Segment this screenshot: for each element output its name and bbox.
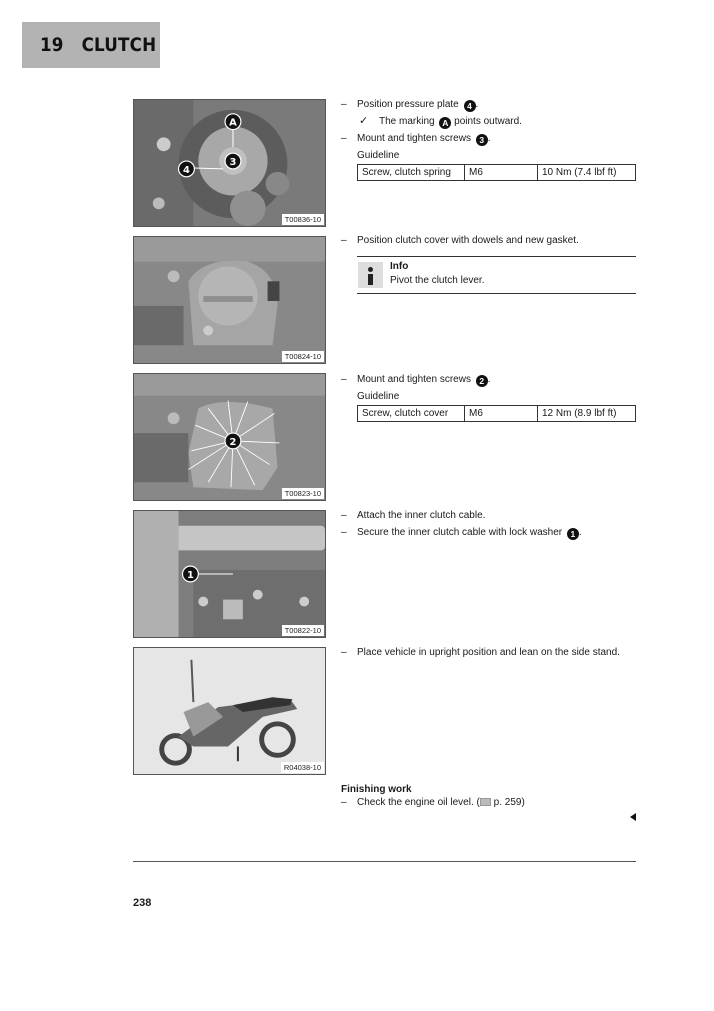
chapter-header bbox=[22, 22, 160, 68]
book-reference-icon bbox=[480, 798, 491, 806]
page-reference-link[interactable]: p. 259 bbox=[493, 797, 522, 808]
svg-text:2: 2 bbox=[229, 436, 237, 448]
callout-badge: A bbox=[439, 117, 451, 129]
info-icon bbox=[358, 262, 383, 288]
table-row: Screw, clutch spring M6 10 Nm (7.4 lbf ft) bbox=[358, 165, 636, 181]
guideline-label: Guideline bbox=[357, 391, 400, 402]
step-attach-cable: – Attach the inner clutch cable. bbox=[341, 510, 486, 521]
section-upright bbox=[341, 644, 641, 661]
figure-code: T00822-10 bbox=[282, 625, 324, 636]
step-upright-position: – Place vehicle in upright position and lean on the side stand. bbox=[341, 647, 620, 658]
figure-code: T00823-10 bbox=[282, 488, 324, 499]
info-text: Pivot the clutch lever. bbox=[390, 275, 485, 286]
table-row: Screw, clutch cover M6 12 Nm (8.9 lbf ft) bbox=[358, 406, 636, 422]
step-check-oil: – Check the engine oil level. ( p. 259) bbox=[341, 797, 525, 808]
figure-clutch-cable bbox=[133, 510, 326, 638]
figure-motorcycle bbox=[133, 647, 326, 775]
guideline-label: Guideline bbox=[357, 150, 400, 161]
svg-text:A: A bbox=[229, 117, 237, 129]
figure-code: R04038-10 bbox=[281, 762, 324, 773]
step-position-pressure-plate: – Position pressure plate 4 . bbox=[341, 99, 479, 111]
callout-badge: 3 bbox=[476, 134, 488, 146]
step-secure-cable: – Secure the inner clutch cable with lock washer 1 . bbox=[341, 527, 582, 539]
figure-code: T00824-10 bbox=[282, 351, 324, 362]
section-clutch-cover bbox=[341, 232, 641, 249]
step-tighten-cover-screws: – Mount and tighten screws 2 . bbox=[341, 374, 491, 386]
engine-photo-image bbox=[134, 374, 325, 500]
torque-table bbox=[357, 164, 636, 181]
section-pressure-plate bbox=[341, 96, 641, 181]
engine-photo-image bbox=[134, 100, 325, 226]
engine-photo-image bbox=[134, 237, 325, 363]
finishing-work-heading: Finishing work bbox=[341, 784, 412, 795]
section-cover-screws bbox=[341, 371, 641, 422]
figure-cover-screws bbox=[133, 373, 326, 501]
motorcycle-photo-image bbox=[134, 648, 325, 774]
figure-pressure-plate bbox=[133, 99, 326, 227]
step-tighten-screws: – Mount and tighten screws 3 . bbox=[341, 133, 491, 145]
page-number: 238 bbox=[133, 897, 152, 909]
check-result: ✓ The marking A points outward. bbox=[359, 115, 522, 128]
section-finishing bbox=[341, 794, 641, 811]
info-box bbox=[357, 256, 636, 294]
svg-text:4: 4 bbox=[183, 164, 190, 176]
chapter-title: 19 CLUTCH bbox=[40, 34, 157, 56]
footer-divider bbox=[133, 861, 636, 862]
callout-badge: 1 bbox=[567, 528, 579, 540]
checkmark-icon: ✓ bbox=[359, 115, 369, 127]
section-clutch-cable bbox=[341, 507, 641, 541]
figure-clutch-cover bbox=[133, 236, 326, 364]
svg-text:1: 1 bbox=[186, 569, 194, 581]
callout-badge: 4 bbox=[464, 100, 476, 112]
engine-photo-image bbox=[134, 511, 325, 637]
end-of-section-icon bbox=[630, 813, 636, 821]
figure-code: T00836-10 bbox=[282, 214, 324, 225]
callout-badge: 2 bbox=[476, 375, 488, 387]
torque-table bbox=[357, 405, 636, 422]
svg-text:3: 3 bbox=[229, 156, 237, 168]
info-title: Info bbox=[390, 261, 409, 272]
step-position-cover: – Position clutch cover with dowels and new gasket. bbox=[341, 235, 579, 246]
